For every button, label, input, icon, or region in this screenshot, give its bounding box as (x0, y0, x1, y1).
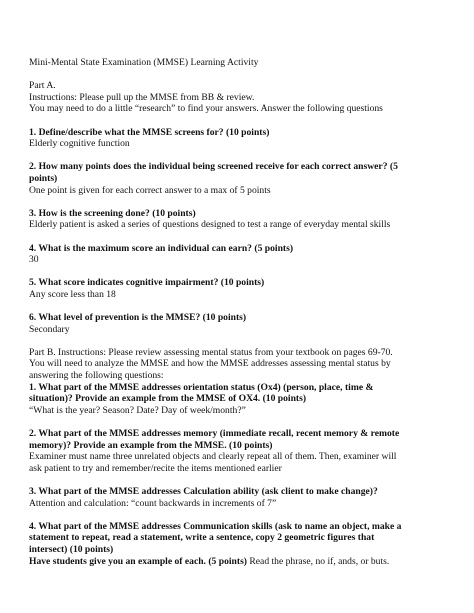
question-text: 3. What part of the MMSE addresses Calculation ability (ask client to make change)? (29, 485, 378, 497)
answer-text: Examiner must name three unrelated objects and clearly repeat all of them. Then, examiner will (29, 451, 397, 463)
part-b-instructions-line1: Part B. Instructions: Please review assessing mental status from your textbook on pages 69-70. (29, 346, 393, 358)
answer-text: Secondary (29, 323, 70, 335)
part-b-question-2 (29, 428, 449, 474)
question-text: 1. What part of the MMSE addresses orientation status (Ox4) (person, place, time & (29, 381, 374, 393)
question-text: 5. What score indicates cognitive impairment? (10 points) (29, 277, 265, 289)
question-text: 2. What part of the MMSE addresses memory (immediate recall, recent memory & remote (29, 428, 400, 439)
answer-text: Elderly patient is asked a series of questions designed to test a range of everyday mental skills (29, 219, 391, 231)
answer-text: Attention and calculation: “count backwards in increments of 7” (29, 497, 277, 509)
answer-text: One point is given for each correct answer to a max of 5 points (29, 184, 271, 196)
question-text: 1. Define/describe what the MMSE screens for? (10 points) (29, 126, 270, 138)
part-b-question-3 (29, 486, 449, 509)
answer-text: ask patient to try and remember/recite the items mentioned earlier (29, 462, 282, 474)
part-b-instructions-line3: answering the following questions: (29, 370, 164, 382)
part-b-instructions-line2: You will need to analyze the MMSE and how the MMSE addresses assessing mental status by (29, 358, 391, 370)
question-followup (29, 556, 449, 568)
part-a-question-1 (29, 127, 449, 150)
question-text: statement to repeat, read a statement, write a sentence, copy 2 geometric figures that (29, 532, 375, 544)
followup-question-text: Have students give you an example of each. (5 points) (29, 555, 247, 567)
part-a-heading: Part A. (29, 80, 56, 92)
question-text: 2. How many points does the individual being screened receive for each correct answer? (5 (29, 161, 398, 173)
part-a-question-3 (29, 208, 449, 231)
question-text: points) (29, 172, 58, 184)
part-a-instructions-line2: You may need to do a little “research” to find your answers. Answer the following questions (29, 103, 383, 115)
answer-text: “What is the year? Season? Date? Day of week/month?” (29, 404, 246, 416)
part-a-question-2 (29, 161, 449, 196)
part-b-question-4 (29, 521, 449, 567)
question-text: memory)? Provide an example from the MMSE. (10 points) (29, 439, 273, 451)
part-a-question-4 (29, 243, 449, 266)
answer-text: Elderly cognitive function (29, 138, 130, 150)
question-text: situation)? Provide an example from the MMSE of OX4. (10 points) (29, 393, 307, 405)
answer-text: Any score less than 18 (29, 288, 116, 300)
part-a-question-5 (29, 277, 449, 300)
part-b-question-1 (29, 382, 449, 417)
document-title: Mini-Mental State Examination (MMSE) Learning Activity (29, 57, 259, 68)
question-text: 4. What part of the MMSE addresses Communication skills (ask to name an object, make a (29, 520, 402, 532)
question-text: 3. How is the screening done? (10 points) (29, 207, 196, 219)
question-text: 6. What level of prevention is the MMSE? (10 points) (29, 312, 247, 324)
part-a-question-6 (29, 312, 449, 335)
answer-text: 30 (29, 254, 39, 266)
question-text: intersect) (10 points) (29, 543, 114, 555)
document-page (29, 57, 449, 567)
question-text: 4. What is the maximum score an individual can earn? (5 points) (29, 242, 294, 254)
answer-text: Read the phrase, no if, ands, or buts. (247, 555, 390, 567)
part-a-instructions-line1: Instructions: Please pull up the MMSE from BB & review. (29, 91, 255, 103)
